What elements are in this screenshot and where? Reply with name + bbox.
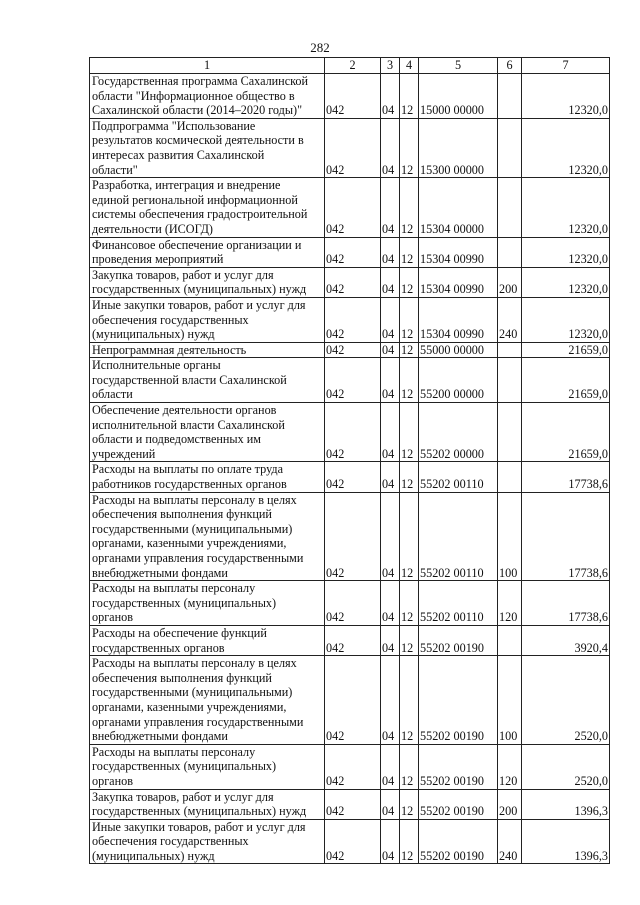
amount-cell: 12320,0 bbox=[522, 74, 610, 119]
table-row bbox=[90, 656, 610, 745]
row-name-cell: Расходы на обеспечение функций государственных органов bbox=[90, 625, 325, 655]
header-row bbox=[90, 58, 610, 74]
ministry-code-cell: 042 bbox=[325, 297, 381, 342]
amount-cell: 12320,0 bbox=[522, 178, 610, 237]
column-header: 2 bbox=[325, 58, 381, 74]
ministry-code-cell: 042 bbox=[325, 744, 381, 789]
expense-type-cell: 120 bbox=[498, 581, 522, 626]
amount-cell: 1396,3 bbox=[522, 789, 610, 819]
table-row bbox=[90, 74, 610, 119]
ministry-code-cell: 042 bbox=[325, 358, 381, 403]
expense-type-cell bbox=[498, 462, 522, 492]
subsection-code-cell: 12 bbox=[400, 819, 419, 864]
section-code-cell: 04 bbox=[381, 297, 400, 342]
table-row bbox=[90, 118, 610, 177]
expense-type-cell: 240 bbox=[498, 297, 522, 342]
table-row bbox=[90, 744, 610, 789]
table-row bbox=[90, 492, 610, 581]
column-header: 5 bbox=[419, 58, 498, 74]
table-row bbox=[90, 342, 610, 358]
ministry-code-cell: 042 bbox=[325, 178, 381, 237]
row-name-cell: Расходы на выплаты по оплате труда работников государственных органов bbox=[90, 462, 325, 492]
subsection-code-cell: 12 bbox=[400, 237, 419, 267]
target-item-cell: 15304 00990 bbox=[419, 237, 498, 267]
target-item-cell: 15304 00990 bbox=[419, 297, 498, 342]
subsection-code-cell: 12 bbox=[400, 789, 419, 819]
target-item-cell: 55200 00000 bbox=[419, 358, 498, 403]
target-item-cell: 55202 00190 bbox=[419, 656, 498, 745]
section-code-cell: 04 bbox=[381, 358, 400, 403]
table-row bbox=[90, 178, 610, 237]
amount-cell: 17738,6 bbox=[522, 462, 610, 492]
column-header: 4 bbox=[400, 58, 419, 74]
table-row bbox=[90, 403, 610, 462]
target-item-cell: 55202 00190 bbox=[419, 789, 498, 819]
table-row bbox=[90, 789, 610, 819]
column-header: 7 bbox=[522, 58, 610, 74]
table-row bbox=[90, 462, 610, 492]
target-item-cell: 15304 00990 bbox=[419, 267, 498, 297]
subsection-code-cell: 12 bbox=[400, 492, 419, 581]
ministry-code-cell: 042 bbox=[325, 656, 381, 745]
amount-cell: 12320,0 bbox=[522, 237, 610, 267]
subsection-code-cell: 12 bbox=[400, 462, 419, 492]
subsection-code-cell: 12 bbox=[400, 297, 419, 342]
section-code-cell: 04 bbox=[381, 656, 400, 745]
amount-cell: 12320,0 bbox=[522, 297, 610, 342]
target-item-cell: 15304 00000 bbox=[419, 178, 498, 237]
amount-cell: 21659,0 bbox=[522, 342, 610, 358]
section-code-cell: 04 bbox=[381, 342, 400, 358]
ministry-code-cell: 042 bbox=[325, 267, 381, 297]
section-code-cell: 04 bbox=[381, 789, 400, 819]
table-row bbox=[90, 625, 610, 655]
expense-type-cell bbox=[498, 342, 522, 358]
row-name-cell: Закупка товаров, работ и услуг для государственных (муниципальных) нужд bbox=[90, 267, 325, 297]
section-code-cell: 04 bbox=[381, 819, 400, 864]
budget-table bbox=[89, 57, 610, 864]
row-name-cell: Иные закупки товаров, работ и услуг для обеспечения государственных (муниципальных) нужд bbox=[90, 819, 325, 864]
expense-type-cell: 240 bbox=[498, 819, 522, 864]
row-name-cell: Финансовое обеспечение организации и проведения мероприятий bbox=[90, 237, 325, 267]
expense-type-cell bbox=[498, 178, 522, 237]
section-code-cell: 04 bbox=[381, 237, 400, 267]
section-code-cell: 04 bbox=[381, 462, 400, 492]
amount-cell: 2520,0 bbox=[522, 656, 610, 745]
subsection-code-cell: 12 bbox=[400, 656, 419, 745]
expense-type-cell bbox=[498, 625, 522, 655]
section-code-cell: 04 bbox=[381, 118, 400, 177]
amount-cell: 12320,0 bbox=[522, 267, 610, 297]
amount-cell: 21659,0 bbox=[522, 358, 610, 403]
ministry-code-cell: 042 bbox=[325, 492, 381, 581]
target-item-cell: 55202 00000 bbox=[419, 403, 498, 462]
section-code-cell: 04 bbox=[381, 178, 400, 237]
page-number: 282 bbox=[310, 40, 330, 55]
amount-cell: 21659,0 bbox=[522, 403, 610, 462]
section-code-cell: 04 bbox=[381, 403, 400, 462]
amount-cell: 1396,3 bbox=[522, 819, 610, 864]
ministry-code-cell: 042 bbox=[325, 625, 381, 655]
table-row bbox=[90, 297, 610, 342]
expense-type-cell bbox=[498, 74, 522, 119]
expense-type-cell: 100 bbox=[498, 492, 522, 581]
subsection-code-cell: 12 bbox=[400, 744, 419, 789]
expense-type-cell bbox=[498, 237, 522, 267]
ministry-code-cell: 042 bbox=[325, 819, 381, 864]
row-name-cell: Обеспечение деятельности органов исполнительной власти Сахалинской области и подведомственных им учреждений bbox=[90, 403, 325, 462]
column-header: 6 bbox=[498, 58, 522, 74]
target-item-cell: 15300 00000 bbox=[419, 118, 498, 177]
row-name-cell: Разработка, интеграция и внедрение единой региональной информационной системы обеспечения градостроительной деятельности (ИСОГД) bbox=[90, 178, 325, 237]
expense-type-cell: 200 bbox=[498, 789, 522, 819]
row-name-cell: Закупка товаров, работ и услуг для государственных (муниципальных) нужд bbox=[90, 789, 325, 819]
ministry-code-cell: 042 bbox=[325, 462, 381, 492]
amount-cell: 12320,0 bbox=[522, 118, 610, 177]
target-item-cell: 55202 00190 bbox=[419, 744, 498, 789]
column-header: 1 bbox=[90, 58, 325, 74]
ministry-code-cell: 042 bbox=[325, 403, 381, 462]
subsection-code-cell: 12 bbox=[400, 342, 419, 358]
column-header: 3 bbox=[381, 58, 400, 74]
section-code-cell: 04 bbox=[381, 74, 400, 119]
row-name-cell: Непрограммная деятельность bbox=[90, 342, 325, 358]
section-code-cell: 04 bbox=[381, 744, 400, 789]
expense-type-cell: 120 bbox=[498, 744, 522, 789]
row-name-cell: Подпрограмма "Использование результатов космической деятельности в интересах развития Сахалинской области" bbox=[90, 118, 325, 177]
target-item-cell: 55202 00190 bbox=[419, 819, 498, 864]
subsection-code-cell: 12 bbox=[400, 118, 419, 177]
expense-type-cell bbox=[498, 403, 522, 462]
table-row bbox=[90, 581, 610, 626]
table-row bbox=[90, 358, 610, 403]
subsection-code-cell: 12 bbox=[400, 267, 419, 297]
amount-cell: 2520,0 bbox=[522, 744, 610, 789]
subsection-code-cell: 12 bbox=[400, 178, 419, 237]
subsection-code-cell: 12 bbox=[400, 358, 419, 403]
row-name-cell: Расходы на выплаты персоналу государственных (муниципальных) органов bbox=[90, 744, 325, 789]
section-code-cell: 04 bbox=[381, 492, 400, 581]
expense-type-cell bbox=[498, 118, 522, 177]
ministry-code-cell: 042 bbox=[325, 581, 381, 626]
row-name-cell: Государственная программа Сахалинской области "Информационное общество в Сахалинской области (2014–2020 годы)" bbox=[90, 74, 325, 119]
amount-cell: 3920,4 bbox=[522, 625, 610, 655]
section-code-cell: 04 bbox=[381, 581, 400, 626]
table-row bbox=[90, 267, 610, 297]
section-code-cell: 04 bbox=[381, 625, 400, 655]
row-name-cell: Расходы на выплаты персоналу в целях обеспечения выполнения функций государственными (муниципальными) органами, казенными учреждениями, органами управления государственными внебюджетными фондами bbox=[90, 492, 325, 581]
table-row bbox=[90, 237, 610, 267]
ministry-code-cell: 042 bbox=[325, 237, 381, 267]
expense-type-cell bbox=[498, 358, 522, 403]
ministry-code-cell: 042 bbox=[325, 74, 381, 119]
amount-cell: 17738,6 bbox=[522, 581, 610, 626]
table-body bbox=[90, 74, 610, 864]
subsection-code-cell: 12 bbox=[400, 625, 419, 655]
ministry-code-cell: 042 bbox=[325, 342, 381, 358]
row-name-cell: Расходы на выплаты персоналу в целях обеспечения выполнения функций государственными (муниципальными) органами, казенными учреждениями, органами управления государственными внебюджетными фондами bbox=[90, 656, 325, 745]
row-name-cell: Исполнительные органы государственной власти Сахалинской области bbox=[90, 358, 325, 403]
amount-cell: 17738,6 bbox=[522, 492, 610, 581]
section-code-cell: 04 bbox=[381, 267, 400, 297]
subsection-code-cell: 12 bbox=[400, 74, 419, 119]
subsection-code-cell: 12 bbox=[400, 403, 419, 462]
target-item-cell: 55000 00000 bbox=[419, 342, 498, 358]
target-item-cell: 55202 00110 bbox=[419, 492, 498, 581]
table-row bbox=[90, 819, 610, 864]
target-item-cell: 15000 00000 bbox=[419, 74, 498, 119]
ministry-code-cell: 042 bbox=[325, 789, 381, 819]
expense-type-cell: 100 bbox=[498, 656, 522, 745]
target-item-cell: 55202 00110 bbox=[419, 581, 498, 626]
row-name-cell: Расходы на выплаты персоналу государственных (муниципальных) органов bbox=[90, 581, 325, 626]
target-item-cell: 55202 00110 bbox=[419, 462, 498, 492]
target-item-cell: 55202 00190 bbox=[419, 625, 498, 655]
subsection-code-cell: 12 bbox=[400, 581, 419, 626]
ministry-code-cell: 042 bbox=[325, 118, 381, 177]
row-name-cell: Иные закупки товаров, работ и услуг для обеспечения государственных (муниципальных) нужд bbox=[90, 297, 325, 342]
expense-type-cell: 200 bbox=[498, 267, 522, 297]
